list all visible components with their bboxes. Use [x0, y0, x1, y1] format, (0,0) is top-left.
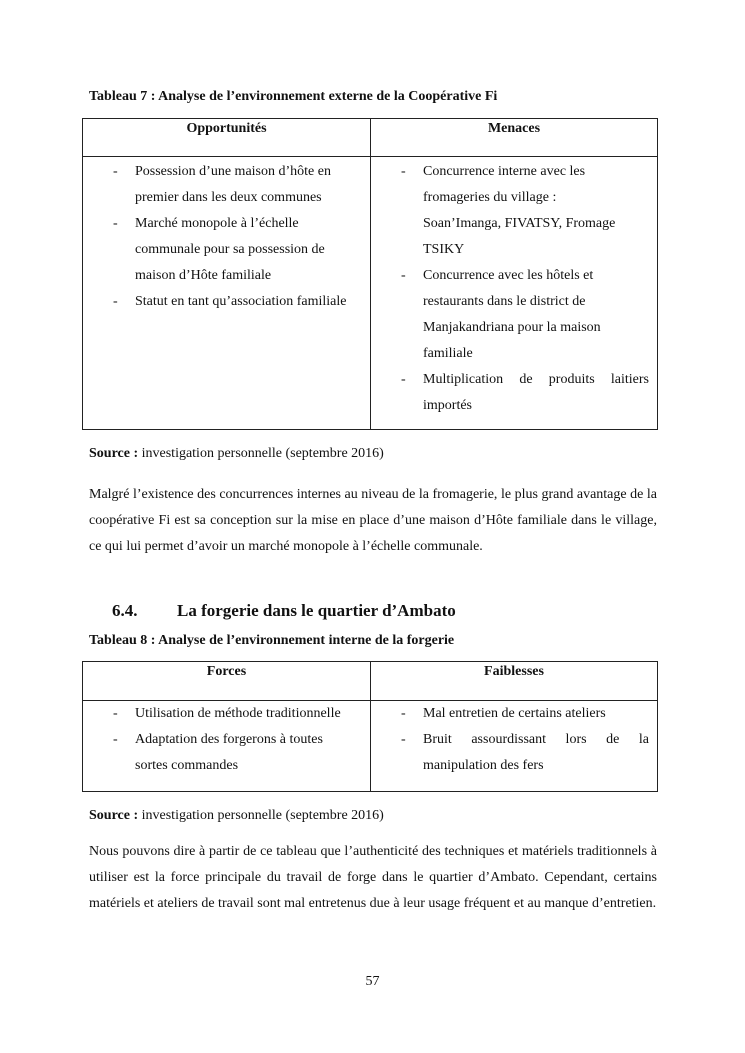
- source-text: investigation personnelle (septembre 2016): [138, 808, 384, 823]
- list-item-line: familiale: [423, 346, 473, 361]
- list-item-line: Adaptation des forgerons à toutes: [135, 732, 323, 747]
- list-item-line: Marché monopole à l’échelle: [135, 216, 299, 231]
- list-item-line: Soan’Imanga, FIVATSY, Fromage: [423, 216, 616, 231]
- table8-forces-cell: [83, 701, 371, 792]
- list-item: [401, 701, 649, 727]
- list-item-line: Possession d’une maison d’hôte en: [135, 164, 331, 179]
- table8: [82, 661, 658, 792]
- source-label: Source :: [89, 446, 139, 461]
- list-item: [113, 289, 366, 315]
- list-item-line: Utilisation de méthode traditionnelle: [135, 706, 341, 721]
- list-item-line: sortes commandes: [135, 758, 239, 773]
- table7-opportunites-cell: [83, 157, 371, 430]
- table7-menaces-list: [401, 159, 649, 419]
- bullet-dash: -: [401, 164, 406, 179]
- list-item: [401, 727, 649, 779]
- bullet-dash: -: [113, 706, 118, 721]
- bullet-dash: -: [113, 732, 118, 747]
- list-item-line: Manjakandriana pour la maison: [423, 320, 601, 335]
- table8-faiblesses-cell: [371, 701, 658, 792]
- table7: [82, 118, 658, 430]
- list-item: [401, 367, 649, 419]
- table8-caption: Tableau 8 : Analyse de l’environnement interne de la forgerie: [89, 633, 455, 648]
- table8-source: [89, 808, 384, 824]
- list-item: [401, 159, 649, 263]
- table8-faiblesses-list: [401, 701, 649, 779]
- table7-opportunites-list: [113, 159, 366, 315]
- table8-header-faiblesses: Faiblesses: [371, 662, 658, 701]
- table7-menaces-cell: [371, 157, 658, 430]
- list-item-line: importés: [423, 398, 472, 413]
- source-label: Source :: [89, 808, 139, 823]
- table7-header-menaces: Menaces: [371, 119, 658, 157]
- list-item: [113, 727, 366, 779]
- list-item-line: fromageries du village :: [423, 190, 557, 205]
- section-heading: [112, 601, 456, 621]
- bullet-dash: -: [113, 164, 118, 179]
- list-item: [113, 701, 366, 727]
- table8-header-forces: Forces: [83, 662, 371, 701]
- bullet-dash: -: [401, 706, 406, 721]
- list-item: [401, 263, 649, 367]
- bullet-dash: -: [401, 372, 406, 387]
- bullet-dash: -: [113, 216, 118, 231]
- table7-source: [89, 446, 384, 462]
- bullet-dash: -: [401, 268, 406, 283]
- list-item-line: Concurrence avec les hôtels et: [423, 268, 594, 283]
- list-item-line: Statut en tant qu’association familiale: [135, 294, 347, 309]
- list-item-line: Mal entretien de certains ateliers: [423, 706, 606, 721]
- table8-forces-list: [113, 701, 366, 779]
- list-item-line: Concurrence interne avec les: [423, 164, 586, 179]
- table7-caption: Tableau 7 : Analyse de l’environnement externe de la Coopérative Fi: [89, 89, 498, 104]
- list-item-line: premier dans les deux communes: [135, 190, 322, 205]
- table7-header-opportunites: Opportunités: [83, 119, 371, 157]
- list-item: [113, 211, 366, 289]
- list-item-line: TSIKY: [423, 242, 465, 257]
- list-item-line: communale pour sa possession de: [135, 242, 325, 257]
- paragraph-1: Malgré l’existence des concurrences internes au niveau de la fromagerie, le plus grand avantage de la coopérative Fi est sa conception sur la mise en place d’une maison d’Hôte familiale dans le village, ce qui lui permet d’avoir un marché monopole à l’échelle communale.: [89, 487, 657, 554]
- list-item-line: Bruit assourdissant lors de la: [423, 732, 649, 747]
- page-number: 57: [365, 974, 380, 989]
- section-title: La forgerie dans le quartier d’Ambato: [177, 601, 456, 620]
- list-item-line: maison d’Hôte familiale: [135, 268, 272, 283]
- bullet-dash: -: [113, 294, 118, 309]
- list-item: [113, 159, 366, 211]
- source-text: investigation personnelle (septembre 2016): [138, 446, 384, 461]
- list-item-line: Multiplication de produits laitiers: [423, 372, 649, 387]
- paragraph-2: Nous pouvons dire à partir de ce tableau que l’authenticité des techniques et matériels traditionnels à utiliser est la force principale du travail de forge dans le quartier d’Ambato. Cependant, certains matériels et ateliers de travail sont mal entretenus due à leur usage fréquent et au manque d’entretien.: [89, 844, 657, 911]
- list-item-line: manipulation des fers: [423, 758, 544, 773]
- section-number: 6.4.: [112, 601, 138, 620]
- bullet-dash: -: [401, 732, 406, 747]
- list-item-line: restaurants dans le district de: [423, 294, 586, 309]
